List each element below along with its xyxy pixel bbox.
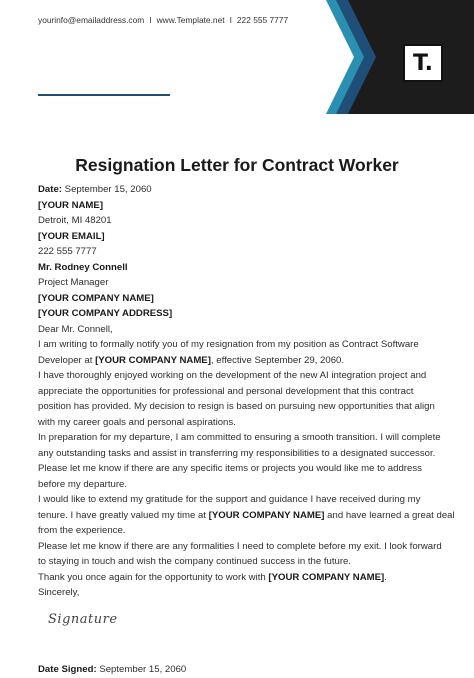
paragraph-5-line-2: to staying in touch and wish the company continued success in the future. — [38, 556, 352, 567]
paragraph-6-text: Thank you once again for the opportunity to work with — [38, 571, 269, 583]
paragraph-6-text-end: . — [384, 571, 387, 583]
salutation: Dear Mr. Connell, — [38, 323, 113, 335]
letter-body — [38, 182, 455, 601]
header-separator: I — [149, 15, 152, 25]
sender-name: [YOUR NAME] — [38, 199, 104, 211]
brand-logo: T. — [403, 44, 443, 82]
company-name-inline: [YOUR COMPANY NAME] — [95, 354, 211, 366]
sender-phone: 222 555 7777 — [38, 246, 97, 257]
recipient-company-address: [YOUR COMPANY ADDRESS] — [38, 308, 173, 319]
header-email: yourinfo@emailaddress.com — [38, 15, 145, 25]
date-signed-line — [38, 662, 186, 678]
closing: Sincerely, — [38, 587, 80, 598]
paragraph-1-text-end: , effective September 29, 2060. — [210, 354, 345, 366]
date-signed-value: September 15, 2060 — [99, 664, 187, 675]
recipient-company: [YOUR COMPANY NAME] — [38, 292, 154, 304]
paragraph-1-line-1: I am writing to formally notify you of my resignation from my position as Contract Software — [38, 339, 419, 350]
recipient-title: Project Manager — [38, 277, 109, 288]
header-divider — [38, 94, 170, 96]
paragraph-3-line-2: any outstanding tasks and assist in transferring my responsibilities to a designated successor. — [38, 447, 436, 459]
page-title: Resignation Letter for Contract Worker — [75, 155, 399, 175]
company-name-inline: [YOUR COMPANY NAME] — [208, 509, 325, 521]
header-website: www.Template.net — [156, 15, 225, 25]
paragraph-6 — [38, 570, 442, 586]
date-line — [38, 182, 442, 198]
paragraph-3-line-4: before my departure. — [38, 478, 128, 490]
company-name-inline: [YOUR COMPANY NAME] — [268, 571, 385, 583]
paragraph-1-line-2 — [38, 353, 442, 369]
date-value: September 15, 2060 — [64, 184, 152, 195]
paragraph-3-line-1: In preparation for my departure, I am committed to ensuring a smooth transition. I will complete — [38, 432, 441, 443]
header-decorative-graphic — [326, 0, 474, 114]
paragraph-4-line-1: I would like to extend my gratitude for the support and guidance I have received during my — [38, 494, 421, 505]
header-separator: I — [229, 15, 232, 25]
paragraph-2-line-1: I have thoroughly enjoyed working on the development of the new AI integration project and — [38, 370, 427, 381]
paragraph-2-line-4: with my career goals and personal aspirations. — [38, 416, 236, 428]
paragraph-2-line-3: position has provided. My decision to resign is based on pursuing new opportunities that align — [38, 401, 435, 412]
signature: Signature — [48, 612, 118, 627]
paragraph-4-line-3: from the experience. — [38, 525, 126, 536]
paragraph-4-line-2 — [38, 508, 455, 524]
date-label: Date: — [38, 184, 62, 195]
header-contact-info — [38, 15, 288, 25]
paragraph-1-text: Developer at — [38, 354, 96, 366]
paragraph-4-text-end: and have learned a great deal — [324, 509, 455, 521]
paragraph-2-line-2: appreciate the opportunities for professional and personal development that this contract — [38, 385, 414, 397]
paragraph-5-line-1: Please let me know if there are any formalities I need to complete before my exit. I look forward — [38, 540, 442, 552]
paragraph-4-text: tenure. I have greatly valued my time at — [38, 509, 209, 521]
sender-email: [YOUR EMAIL] — [38, 230, 105, 242]
recipient-name: Mr. Rodney Connell — [38, 261, 128, 273]
date-signed-label: Date Signed: — [38, 664, 97, 675]
sender-address: Detroit, MI 48201 — [38, 215, 112, 226]
header-phone: 222 555 7777 — [236, 15, 289, 25]
paragraph-3-line-3: Please let me know if there are any specific items or projects you would like me to address — [38, 463, 422, 474]
